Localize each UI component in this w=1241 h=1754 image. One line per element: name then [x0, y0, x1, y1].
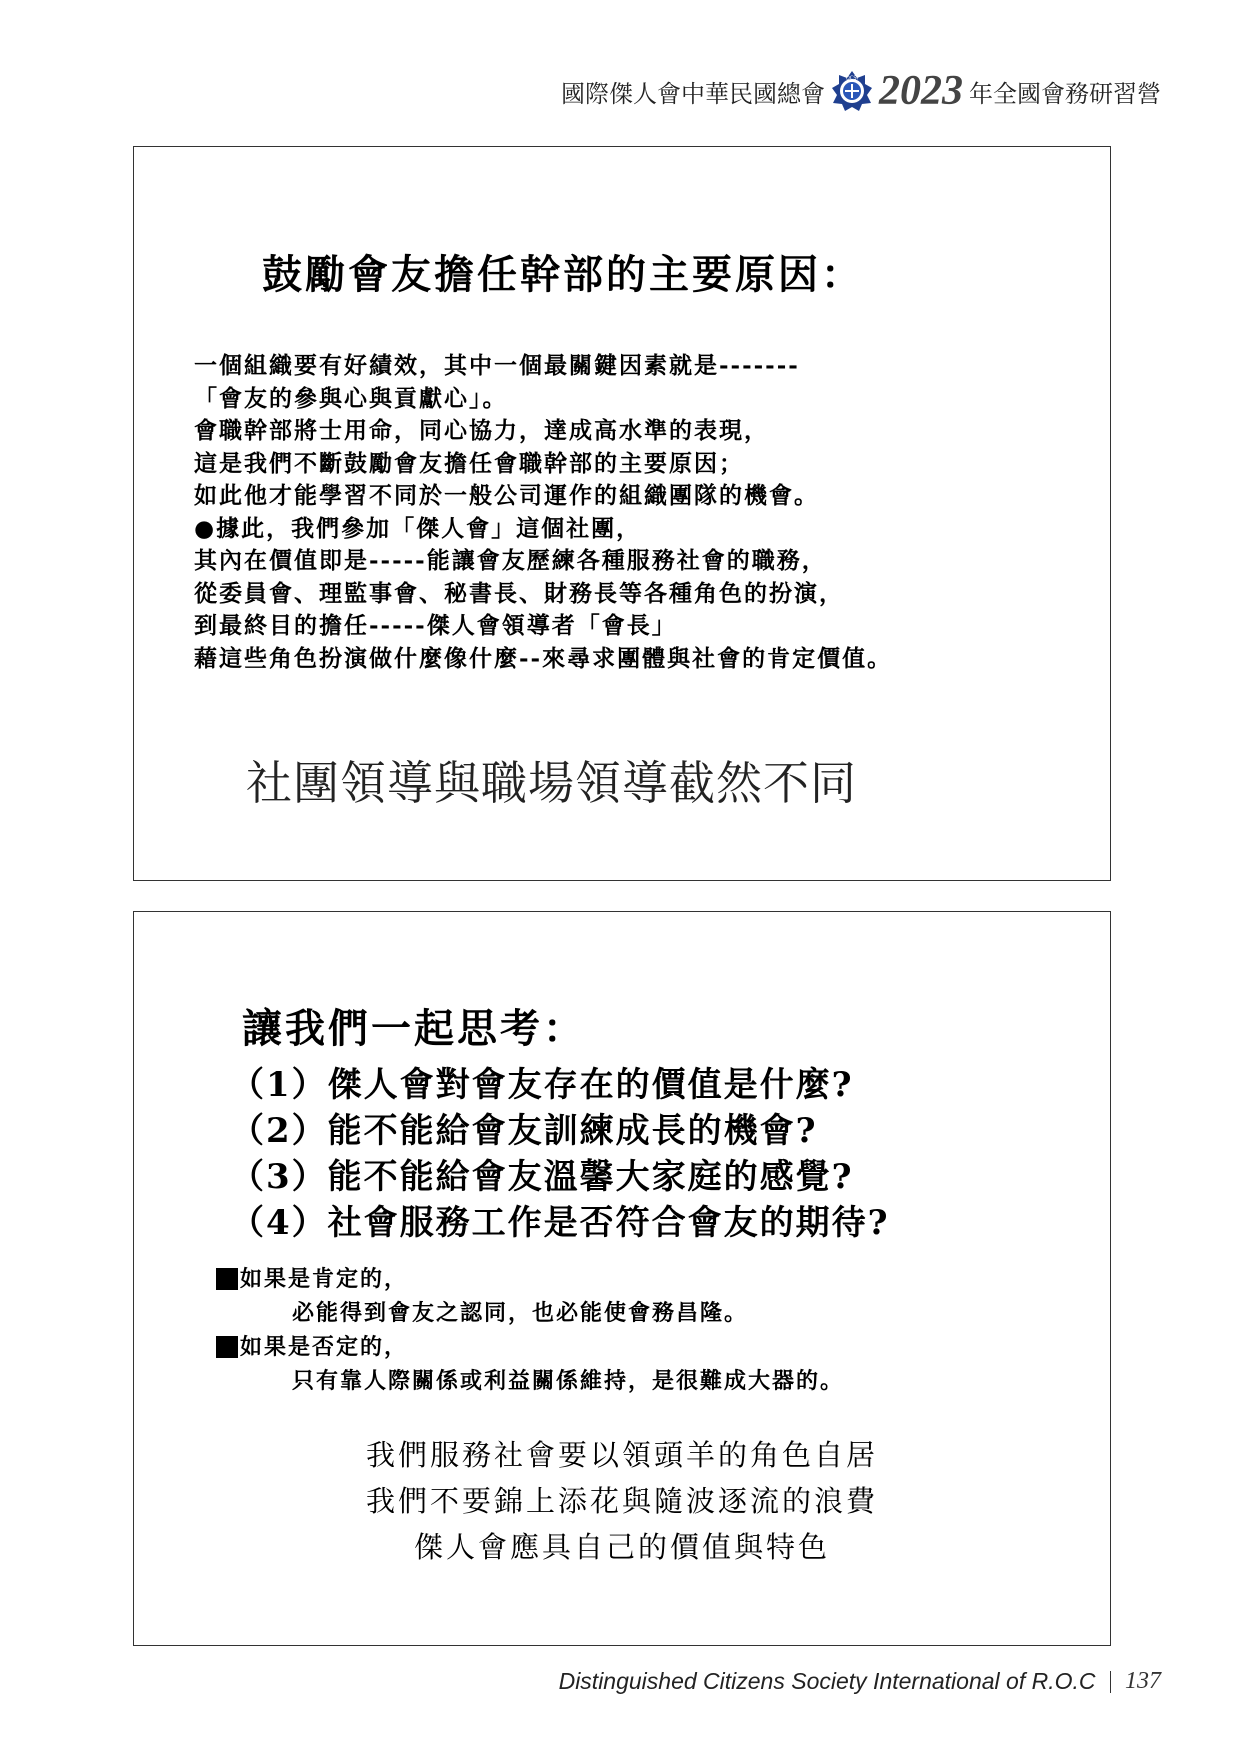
- body-line: ●據此，我們參加「傑人會」這個社團，: [194, 514, 642, 542]
- black-square-bullet-icon: [216, 1268, 238, 1290]
- header-org-name: 國際傑人會中華民國總會: [561, 79, 825, 108]
- condition-detail: 只有靠人際關係或利益關係維持，是很難成大器的。: [292, 1368, 845, 1394]
- slide-title: 讓我們一起思考：: [242, 1005, 586, 1052]
- header-year: 2023: [879, 68, 963, 114]
- question-item: （1）傑人會對會友存在的價值是什麼?: [230, 1065, 854, 1105]
- slide-leadership-reasons: [133, 146, 1111, 881]
- closing-statement: [134, 1432, 1110, 1570]
- question-list: [230, 1062, 890, 1246]
- header-event: 年全國會務研習營: [969, 79, 1161, 108]
- body-line: 其內在價值即是-----能讓會友歷練各種服務社會的職務，: [194, 547, 827, 574]
- body-line: 這是我們不斷鼓勵會友擔任會職幹部的主要原因；: [194, 449, 744, 477]
- condition-yes: [216, 1262, 844, 1296]
- condition-label: 如果是肯定的，: [240, 1266, 409, 1292]
- logo-text: DCSI: [846, 75, 858, 82]
- page-footer: [559, 1668, 1161, 1695]
- body-line: 藉這些角色扮演做什麼像什麼--來尋求團體與社會的肯定價值。: [194, 644, 893, 672]
- slide-title: 鼓勵會友擔任幹部的主要原因：: [262, 251, 864, 298]
- slide-body: [194, 350, 892, 675]
- body-line: 「會友的參與心與貢獻心」。: [194, 384, 508, 412]
- body-line: 一個組織要有好績效，其中一個最關鍵因素就是-------: [194, 352, 800, 379]
- slide-motto: 社團領導與職場領導截然不同: [246, 756, 857, 810]
- page-header: [561, 70, 1161, 112]
- body-line: 到最終目的擔任-----傑人會領導者「會長」: [194, 612, 677, 639]
- slide-think-together: [133, 911, 1111, 1646]
- body-line: 會職幹部將士用命，同心協力，達成高水準的表現，: [194, 417, 769, 444]
- closing-line: 我們不要錦上添花與隨波逐流的浪費: [365, 1484, 878, 1518]
- body-line: 從委員會、理監事會、秘書長、財務長等各種角色的扮演，: [194, 579, 844, 607]
- footer-divider: [1110, 1671, 1112, 1693]
- closing-line: 我們服務社會要以領頭羊的角色自居: [365, 1438, 878, 1472]
- body-line: 如此他才能學習不同於一般公司運作的組織團隊的機會。: [194, 482, 819, 509]
- black-square-bullet-icon: [216, 1336, 238, 1358]
- condition-label: 如果是否定的，: [240, 1334, 409, 1360]
- condition-list: [216, 1262, 844, 1398]
- question-item: （2）能不能給會友訓練成長的機會?: [230, 1111, 818, 1151]
- condition-no: [216, 1330, 844, 1364]
- closing-line: 傑人會應具自己的價值與特色: [413, 1530, 830, 1564]
- condition-detail: 必能得到會友之認同，也必能使會務昌隆。: [292, 1300, 749, 1326]
- question-item: （3）能不能給會友溫馨大家庭的感覺?: [230, 1157, 854, 1197]
- question-item: （4）社會服務工作是否符合會友的期待?: [230, 1203, 890, 1243]
- page-number: 137: [1125, 1668, 1161, 1694]
- dcsi-emblem-icon: [831, 70, 873, 112]
- footer-org: Distinguished Citizens Society International of R.O.C: [558, 1668, 1096, 1694]
